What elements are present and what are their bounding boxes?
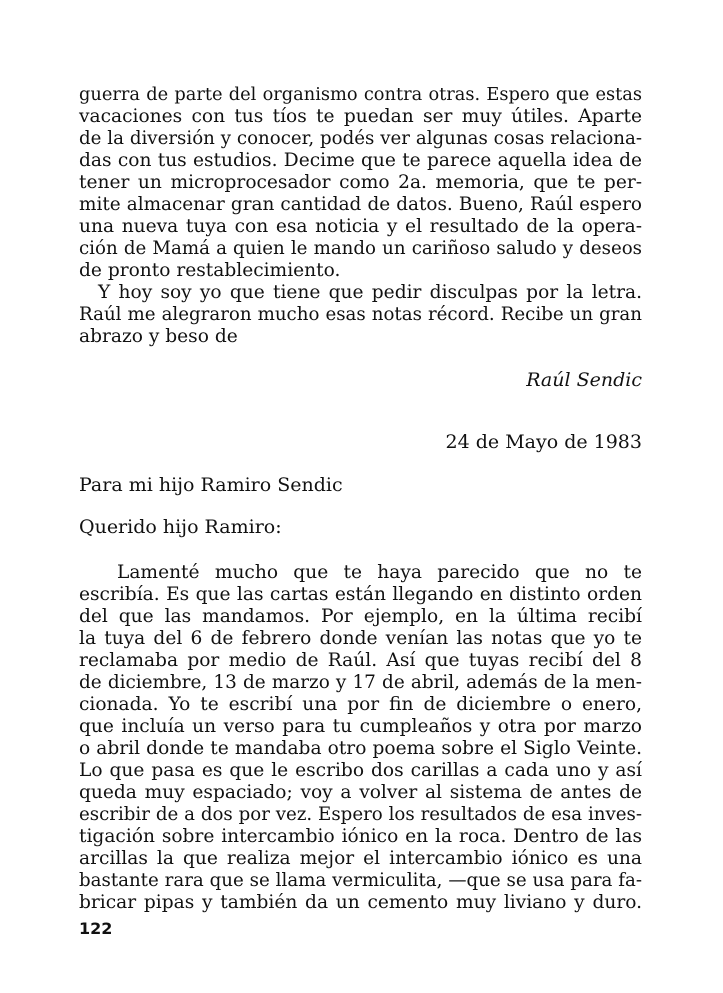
text-line: mite almacenar gran cantidad de datos. Bueno, Raúl espero: [79, 194, 642, 215]
salutation: Querido hijo Ramiro:: [79, 516, 282, 538]
letter-date: 24 de Mayo de 1983: [445, 431, 642, 453]
text-line: escribir de a dos por vez. Espero los resultados de esa inves-: [79, 804, 642, 825]
text-line: Y hoy soy yo que tiene que pedir disculpas por la letra.: [98, 282, 642, 303]
text-line: cionada. Yo te escribí una por fin de diciembre o enero,: [79, 694, 642, 715]
text-line: queda muy espaciado; voy a volver al sistema de antes de: [79, 782, 642, 803]
text-line: arcillas la que realiza mejor el intercambio iónico es una: [79, 848, 642, 869]
text-line: ción de Mamá a quien le mando un cariñoso saludo y deseos: [79, 238, 642, 259]
text-line: del que las mandamos. Por ejemplo, en la última recibí: [79, 606, 642, 627]
text-line: guerra de parte del organismo contra otras. Espero que estas: [79, 84, 642, 105]
text-line: la tuya del 6 de febrero donde venían las notas que yo te: [79, 628, 642, 649]
text-line: bricar pipas y también da un cemento muy liviano y duro.: [79, 892, 642, 913]
text-line: abrazo y beso de: [79, 326, 238, 347]
text-line: Lo que pasa es que le escribo dos carillas a cada uno y así: [79, 760, 642, 781]
text-line: escribía. Es que las cartas están llegando en distinto orden: [79, 584, 642, 605]
text-line: bastante rara que se llama vermiculita, —que se usa para fa-: [79, 870, 642, 891]
text-line: das con tus estudios. Decime que te parece aquella idea de: [79, 150, 642, 171]
page-number: 122: [79, 919, 113, 938]
text-line: de diciembre, 13 de marzo y 17 de abril, además de la men-: [79, 672, 642, 693]
text-line: una nueva tuya con esa noticia y el resultado de la opera-: [79, 216, 642, 237]
text-line: tigación sobre intercambio iónico en la roca. Dentro de las: [79, 826, 642, 847]
text-line: Lamenté mucho que te haya parecido que no te: [117, 562, 642, 583]
text-line: que incluía un verso para tu cumpleaños y otra por marzo: [79, 716, 642, 737]
text-line: de pronto restablecimiento.: [79, 260, 341, 281]
signature: Raúl Sendic: [526, 369, 642, 391]
text-line: o abril donde te mandaba otro poema sobre el Siglo Veinte.: [79, 738, 642, 759]
text-line: reclamaba por medio de Raúl. Así que tuyas recibí del 8: [79, 650, 642, 671]
text-line: Raúl me alegraron mucho esas notas récord. Recibe un gran: [79, 304, 642, 325]
text-line: de la diversión y conocer, podés ver algunas cosas relaciona-: [79, 128, 642, 149]
text-line: tener un microprocesador como 2a. memoria, que te per-: [79, 172, 642, 193]
recipient-line: Para mi hijo Ramiro Sendic: [79, 474, 343, 496]
text-line: vacaciones con tus tíos te puedan ser muy útiles. Aparte: [79, 106, 642, 127]
